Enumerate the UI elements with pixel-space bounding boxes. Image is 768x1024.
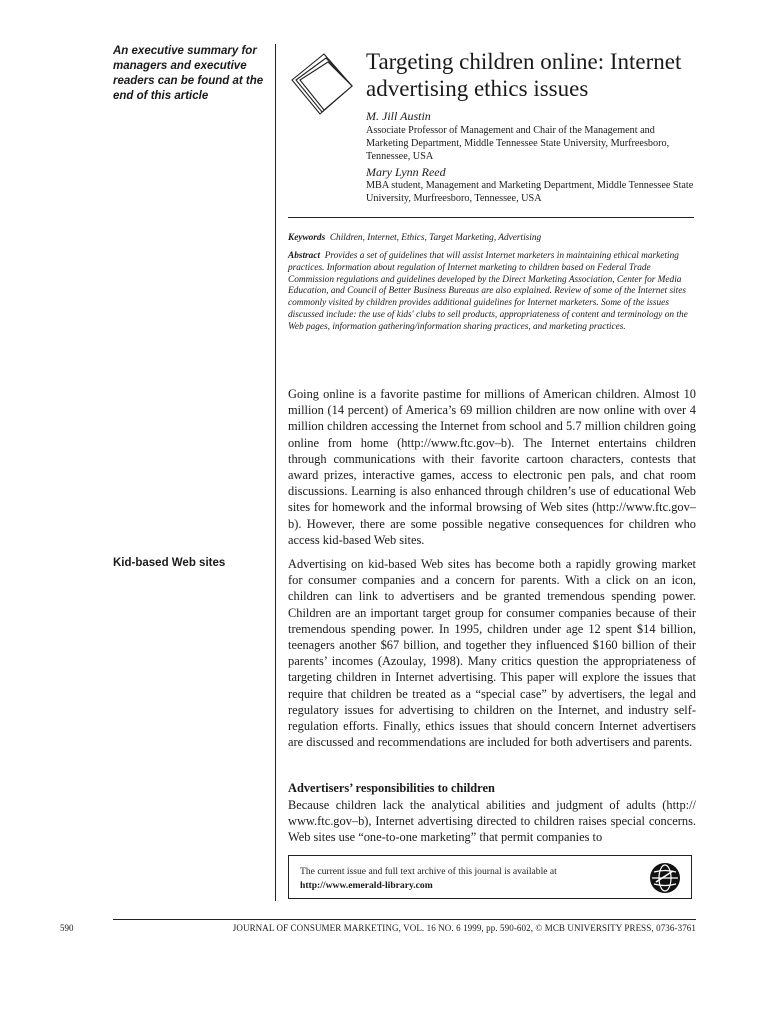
abstract-text: Provides a set of guidelines that will assist Internet marketers in maintaining ethical marketing practices. Information about regulation of Internet marketing to children based on Federal Trade Commission regulations and guidelines developed by the Direct Marketing Association, Center for Media Education, and Council of Better Business Bureaus are also explained. Review of some of the Internet sites commonly visited by children provides additional guidelines for Internet marketers. Some of the issues discussed include: the use of kids' clubs to sell products, appropriateness of content and terminology on the Web pages, information gathering/information sharing practices, and marketing practices. <box>288 251 688 332</box>
executive-summary-note: An executive summary for managers and executive readers can be found at the end of this article <box>113 45 264 102</box>
stacked-pages-icon <box>288 50 358 120</box>
section-paragraph: Advertising on kid-based Web sites has become both a rapidly growing market for consumer companies and a concern for parents. With a click on an icon, children can link to advertisers and be granted tremendous spending power. Children are an important target group for consumer companies because of their tremendous spending power. In 1995, children under age 12 spent $14 billion, teenagers another $67 billion, and together they influenced $160 billion of their parents’ incomes (Azoulay, 1998). Many critics question the appropriateness of targeting children in Internet advertising. This paper will explore the issues that require that children be treated as a “special case” by advertisers, the legal and regulatory issues for advertising to children on the Internet, and industry self-regulation efforts. Finally, ethics issues that should concern Internet advertisers are discussed and recommendations are included for both advertisers and parents. <box>288 557 696 750</box>
author-affiliation: Associate Professor of Management and Chair of the Management and Marketing Department, Middle Tennessee State University, Murfreesboro, Tennessee, USA <box>366 125 670 162</box>
header-divider <box>288 217 694 218</box>
footer-divider <box>113 919 696 920</box>
journal-citation: JOURNAL OF CONSUMER MARKETING, VOL. 16 NO. 6 1999, pp. 590-602, © MCB UNIVERSITY PRESS, 0736-3761 <box>232 923 696 933</box>
article-title: Targeting children online: Internet advertising ethics issues <box>366 49 682 101</box>
notice-text <box>300 865 630 893</box>
abstract <box>288 251 694 334</box>
section-side-heading: Kid-based Web sites <box>113 557 226 569</box>
keywords-text: Children, Internet, Ethics, Target Marketing, Advertising <box>329 233 542 243</box>
section-paragraph: Because children lack the analytical abilities and judgment of adults (http:// www.ftc.gov–b), Internet advertising directed to children raises special concerns. Web sites use “one-to-one marketing” that permit companies to <box>288 798 696 845</box>
page-number: 590 <box>60 923 74 933</box>
keywords <box>288 232 694 244</box>
notice-message: The current issue and full text archive of this journal is available at <box>300 866 557 877</box>
intro-paragraph: Going online is a favorite pastime for millions of American children. Almost 10 million (14 percent) of America’s 69 million children are now online with over 4 million children accessing the Internet from school and 5.7 million children going online from home (http://www.ftc.gov–b). The Internet entertains children through communications with their favorite cartoon characters, contests that award prizes, interactive games, access to electronic pen pals, and chat room discussions. Learning is also enhanced through children’s use of educational Web sites for homework and the informal browsing of Web sites (http://www.ftc.gov–b). However, there are some possible negative consequences for children who access kid-based Web sites. <box>288 387 696 547</box>
abstract-label: Abstract <box>288 251 321 261</box>
author-name: M. Jill Austin <box>366 109 431 123</box>
column-divider <box>275 44 276 901</box>
keywords-label: Keywords <box>288 233 326 243</box>
archive-link[interactable]: http://www.emerald-library.com <box>300 880 433 891</box>
author-affiliation: MBA student, Management and Marketing Department, Middle Tennessee State University, Murfreesboro, Tennessee, USA <box>366 180 694 204</box>
author-name: Mary Lynn Reed <box>366 165 446 179</box>
globe-icon <box>649 862 681 894</box>
section-subheading: Advertisers’ responsibilities to children <box>288 781 495 795</box>
journal-notice-box <box>288 855 692 899</box>
